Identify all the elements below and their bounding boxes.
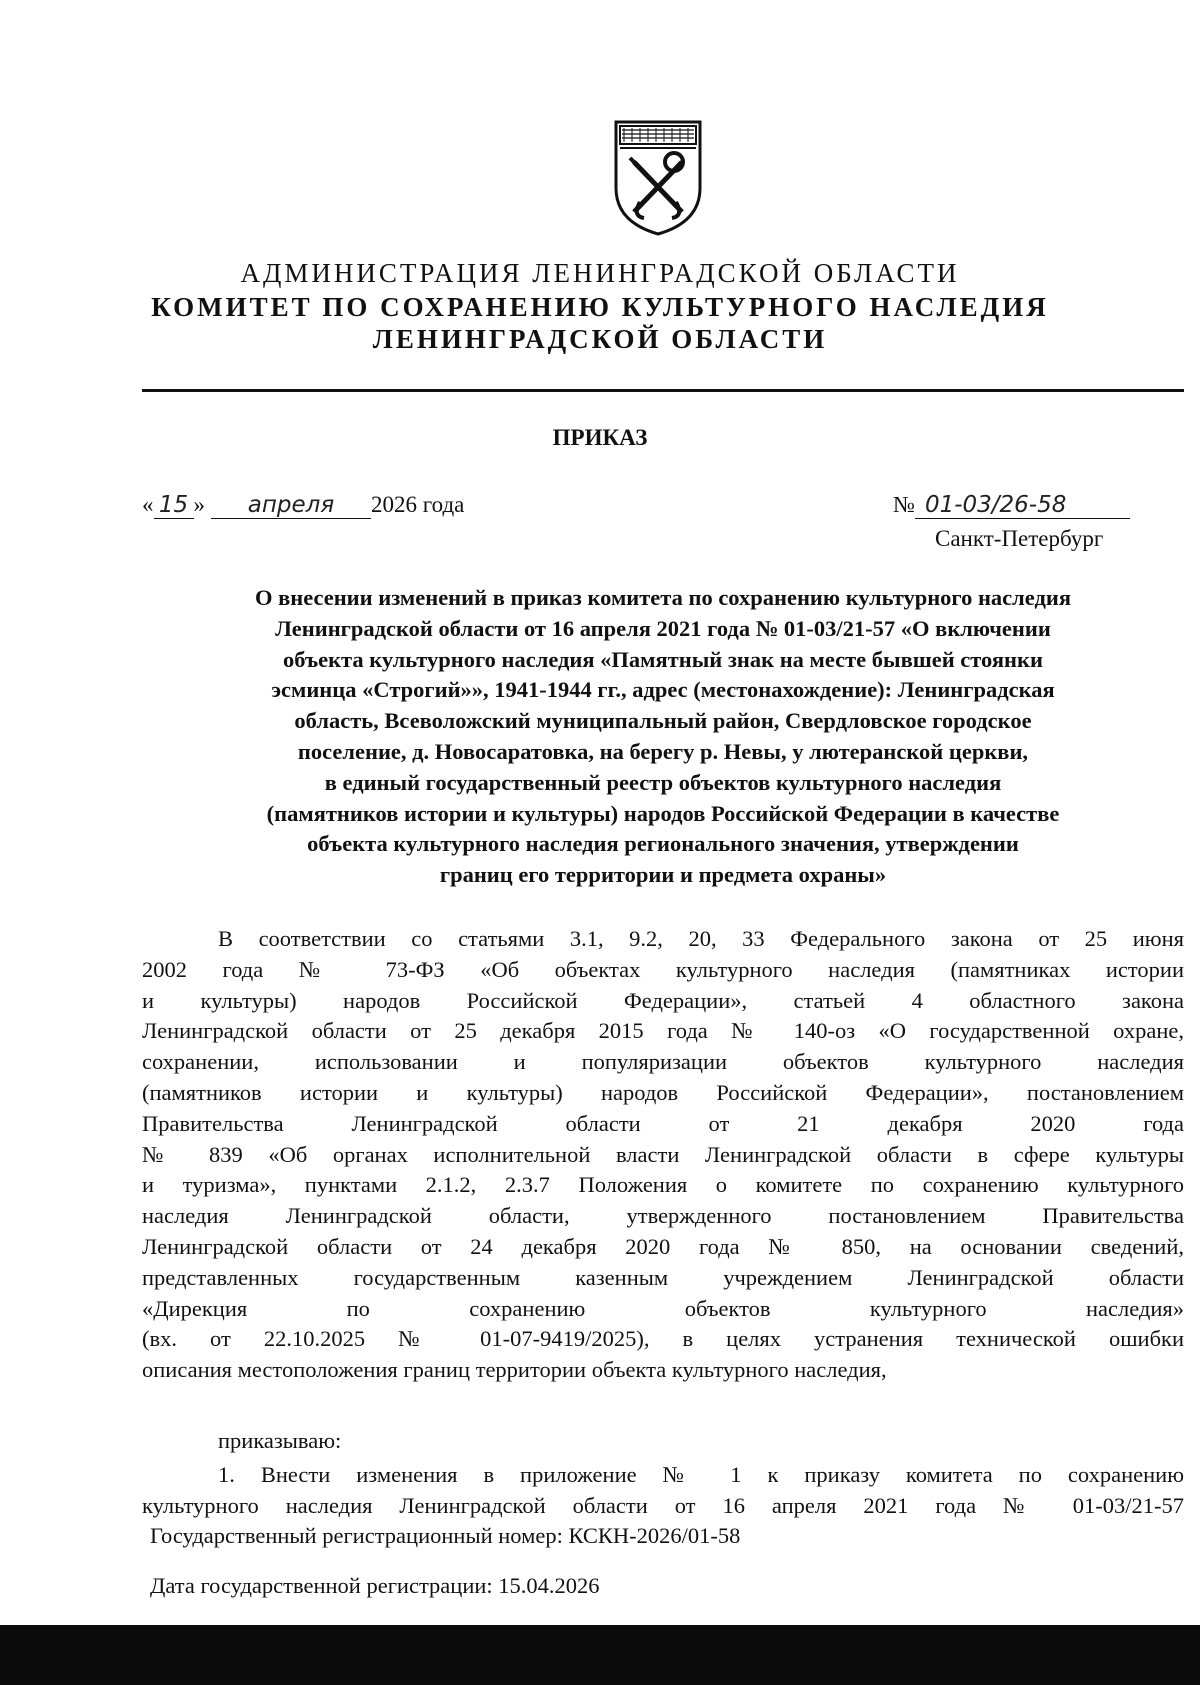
- preamble-paragraph: [142, 924, 1184, 1386]
- subject-line: эсминца «Строгий»», 1941-1944 гг., адрес (местонахождение): Ленинградская: [271, 677, 1055, 703]
- header-administration: АДМИНИСТРАЦИЯ ЛЕНИНГРАДСКОЙ ОБЛАСТИ: [240, 258, 960, 288]
- order-title: ПРИКАЗ: [552, 425, 648, 450]
- body-line: (вх. от 22.10.2025 № 01-07-9419/2025), в целях устранения технической ошибки: [142, 1326, 1184, 1352]
- body-line: Ленинградской области от 25 декабря 2015 года № 140-оз «О государственной охране,: [142, 1018, 1184, 1044]
- registration-date: Дата государственной регистрации: 15.04.2026: [150, 1573, 600, 1598]
- registration-number: Государственный регистрационный номер: КСКН-2026/01-58: [150, 1523, 741, 1548]
- body-line: «Дирекция по сохранению объектов культурного наследия»: [142, 1295, 1184, 1321]
- order-word: приказываю:: [218, 1428, 342, 1453]
- header-region: ЛЕНИНГРАДСКОЙ ОБЛАСТИ: [372, 324, 828, 354]
- header-committee: КОМИТЕТ ПО СОХРАНЕНИЮ КУЛЬТУРНОГО НАСЛЕДИЯ: [151, 292, 1049, 322]
- item-line: 1. Внести изменения в приложение № 1 к приказу комитета по сохранению: [218, 1462, 1184, 1487]
- order-city: Санкт-Петербург: [935, 526, 1104, 551]
- subject-line: в единый государственный реестр объектов культурного наследия: [324, 769, 1002, 795]
- body-line: и культуры) народов Российской Федерации», статьей 4 областного закона: [142, 987, 1184, 1013]
- body-line: В соответствии со статьями 3.1, 9.2, 20, 33 Федерального закона от 25 июня: [218, 926, 1184, 951]
- body-line: наследия Ленинградской области, утвержденного постановлением Правительства: [142, 1203, 1184, 1229]
- body-line: представленных государственным казенным учреждением Ленинградской области: [142, 1264, 1184, 1290]
- order-subject: [142, 583, 1184, 891]
- subject-line: область, Всеволожский муниципальный район, Свердловское городское: [294, 708, 1032, 734]
- body-line: № 839 «Об органах исполнительной власти Ленинградской области в сфере культуры: [142, 1141, 1184, 1167]
- scan-black-band: [0, 1625, 1200, 1685]
- order-date: [142, 492, 464, 519]
- body-line: и туризма», пунктами 2.1.2, 2.3.7 Положения о комитете по сохранению культурного: [142, 1172, 1184, 1198]
- body-line: сохранении, использовании и популяризации объектов культурного наследия: [142, 1049, 1184, 1075]
- body-line: 2002 года № 73-ФЗ «Об объектах культурного наследия (памятниках истории: [142, 956, 1184, 982]
- body-line: описания местоположения границ территории объекта культурного наследия,: [142, 1357, 887, 1383]
- subject-line: границ его территории и предмета охраны»: [439, 862, 887, 888]
- header-divider: [142, 389, 1184, 392]
- date-open-quote: «: [142, 492, 154, 517]
- item-line: культурного наследия Ленинградской области от 16 апреля 2021 года № 01-03/21-57: [142, 1492, 1184, 1518]
- date-year: 2026 года: [371, 492, 465, 517]
- date-month-handwritten: апреля: [211, 492, 371, 519]
- subject-line: поселение, д. Новосаратовка, на берегу р. Невы, у лютеранской церкви,: [297, 738, 1029, 764]
- order-number: [893, 492, 1130, 519]
- subject-line: Ленинградской области от 16 апреля 2021 года № 01-03/21-57 «О включении: [275, 615, 1051, 641]
- subject-line: объекта культурного наследия «Памятный знак на месте бывшей стоянки: [283, 646, 1043, 672]
- coat-of-arms-icon: [610, 118, 706, 238]
- subject-line: О внесении изменений в приказ комитета по сохранению культурного наследия: [254, 585, 1072, 610]
- order-number-label: №: [893, 492, 915, 517]
- subject-line: (памятников истории и культуры) народов Российской Федерации в качестве: [266, 800, 1060, 826]
- body-line: Правительства Ленинградской области от 21 декабря 2020 года: [142, 1110, 1184, 1136]
- order-number-handwritten: 01-03/26-58: [915, 492, 1130, 519]
- body-line: Ленинградской области от 24 декабря 2020 года № 850, на основании сведений,: [142, 1233, 1184, 1259]
- subject-line: объекта культурного наследия регионального значения, утверждении: [307, 831, 1019, 857]
- order-item-1: [142, 1460, 1184, 1522]
- body-line: (памятников истории и культуры) народов Российской Федерации», постановлением: [142, 1079, 1184, 1105]
- date-day-handwritten: 15: [154, 492, 194, 519]
- date-close-quote: »: [193, 492, 205, 517]
